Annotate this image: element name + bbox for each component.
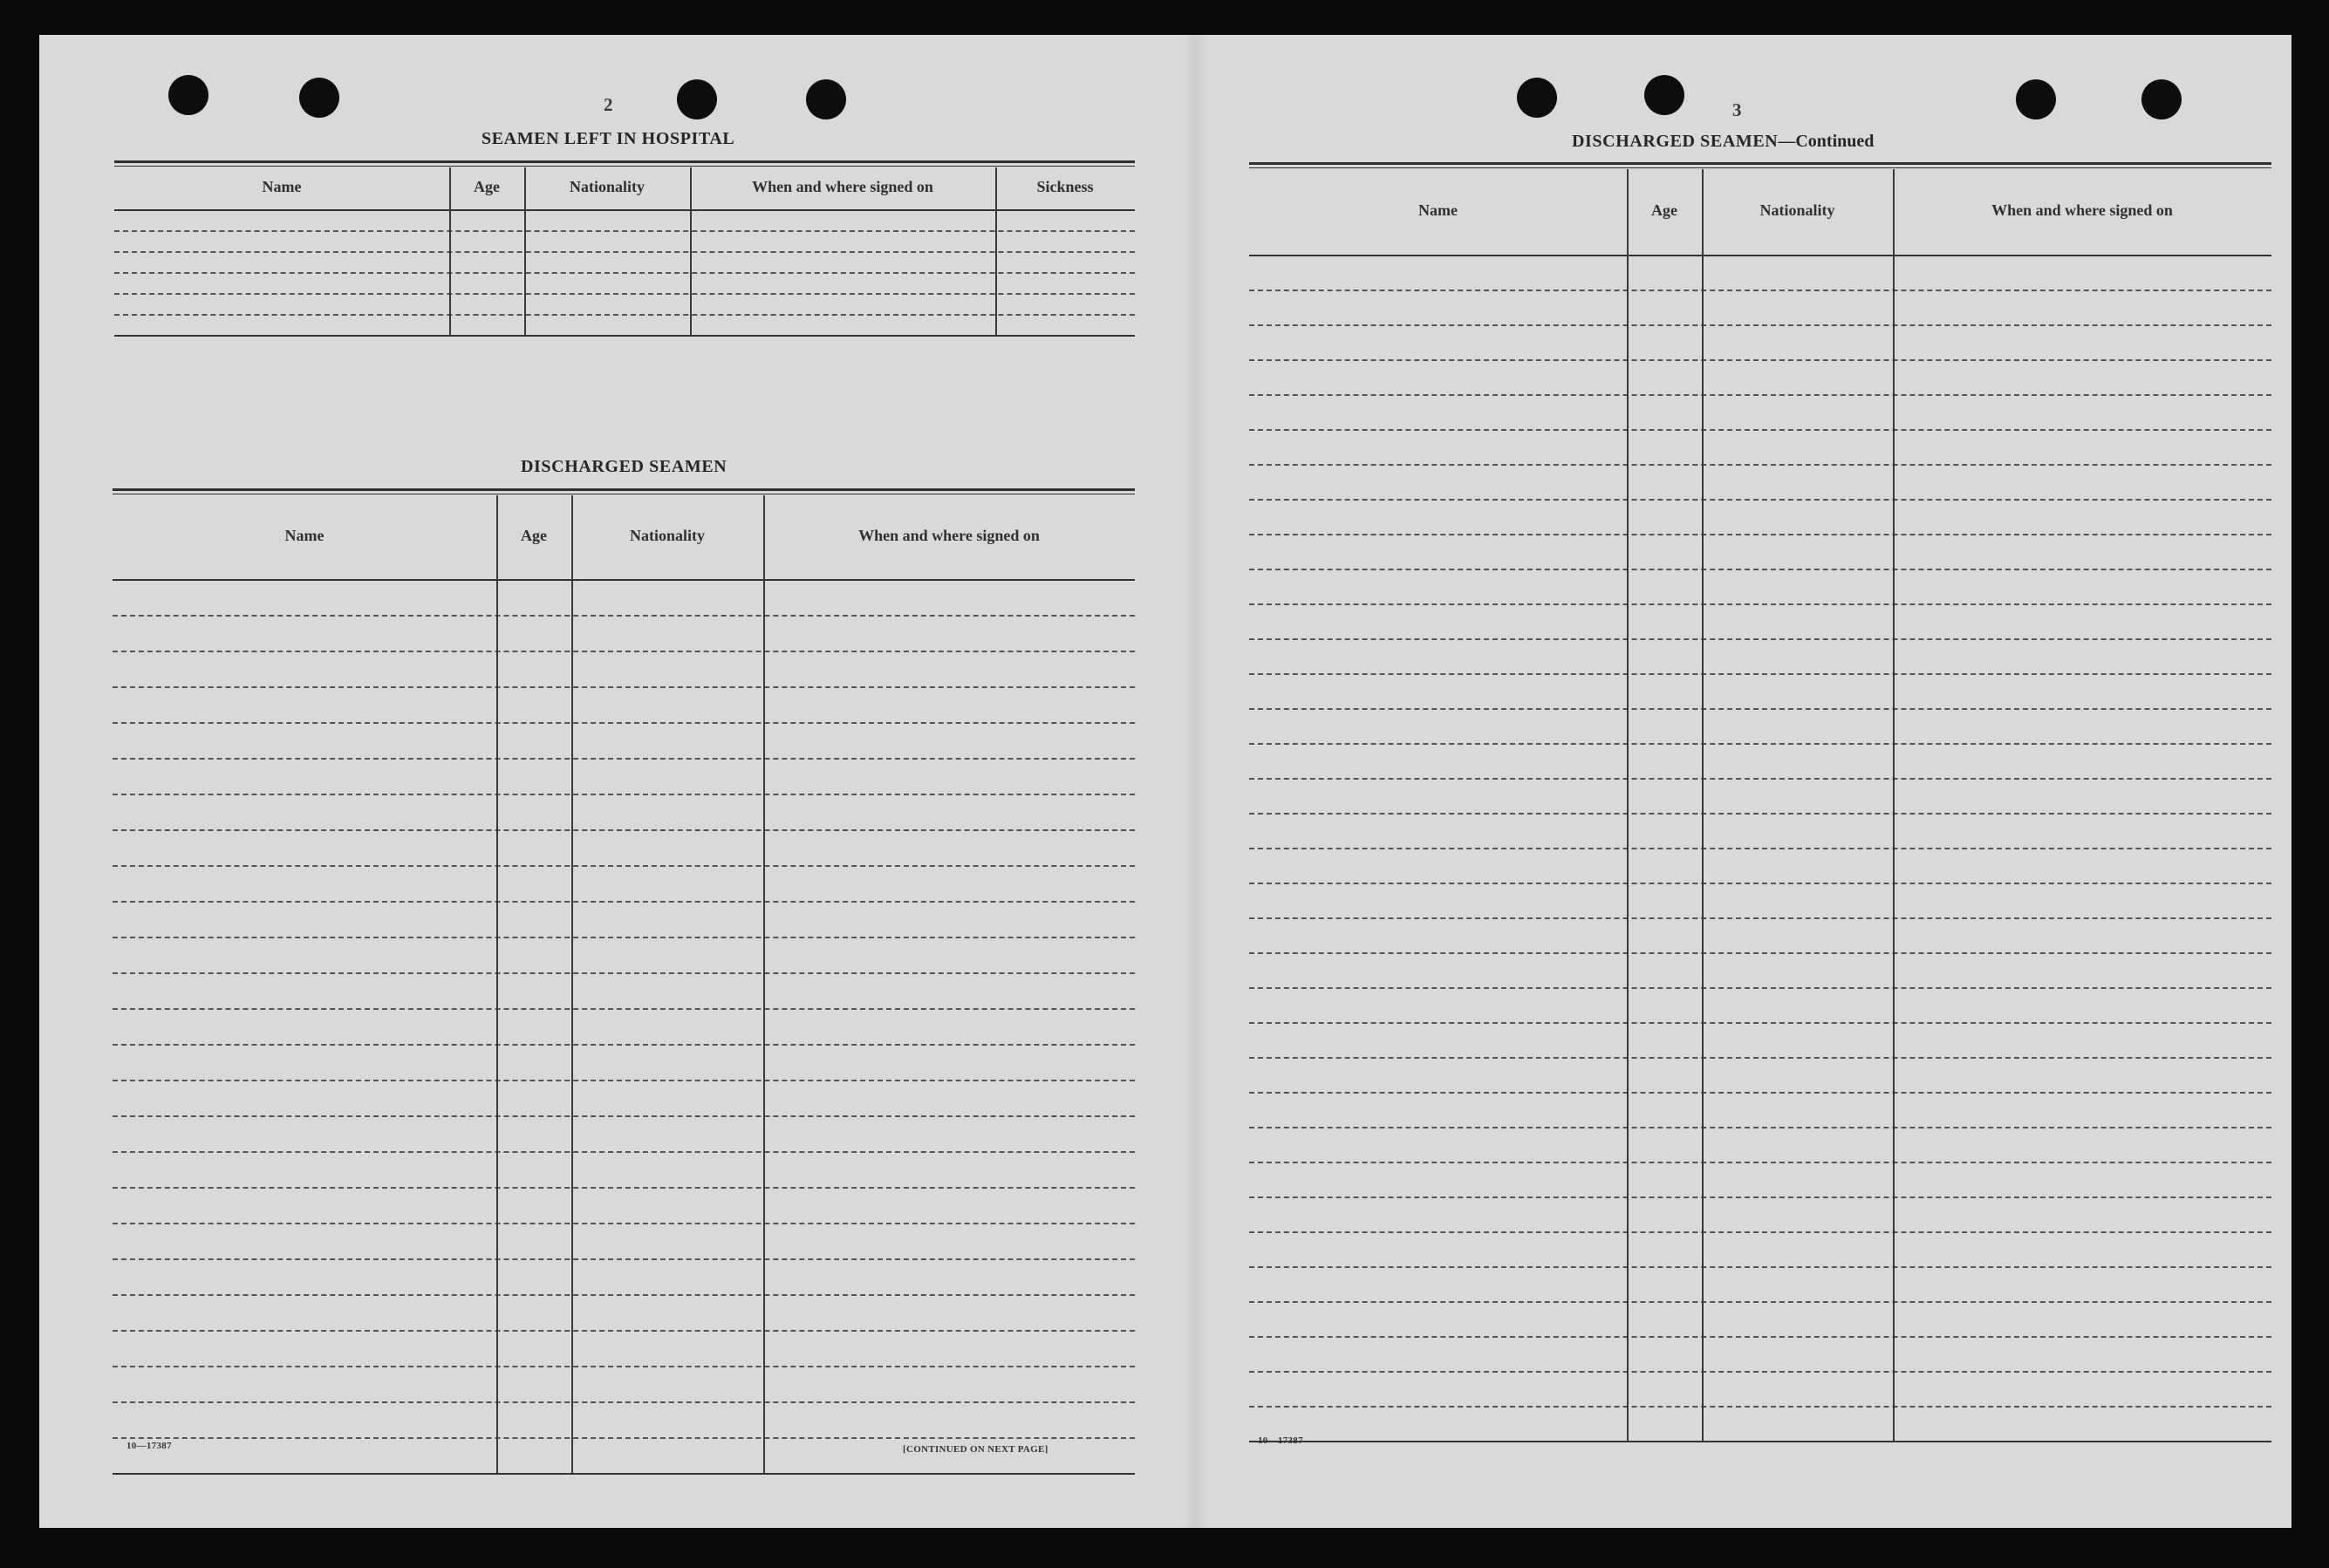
row-dotted-line	[1249, 499, 2271, 501]
column-divider	[1627, 169, 1629, 1441]
row-dotted-line	[1249, 673, 2271, 675]
row-dotted-line	[1249, 638, 2271, 640]
row-dotted-line	[1249, 987, 2271, 989]
row-dotted-line	[1249, 1231, 2271, 1233]
column-header: Name	[262, 178, 302, 195]
row-dotted-line	[1249, 359, 2271, 361]
row-dotted-line	[1249, 743, 2271, 745]
column-header: When and where signed on	[752, 178, 933, 195]
column-header: When and where signed on	[858, 527, 1040, 544]
row-dotted-line	[1249, 569, 2271, 570]
column-header: Age	[474, 178, 500, 195]
row-dotted-line	[1249, 917, 2271, 919]
column-divider	[1893, 169, 1895, 1441]
row-dotted-line	[1249, 778, 2271, 780]
table-top-rule	[1249, 162, 2271, 165]
column-header: Nationality	[569, 178, 645, 195]
row-dotted-line	[1249, 1127, 2271, 1128]
row-dotted-line	[1249, 603, 2271, 605]
column-header: Nationality	[629, 527, 705, 544]
row-dotted-line	[1249, 708, 2271, 710]
column-header: Age	[1651, 201, 1677, 219]
title-text: DISCHARGED SEAMEN	[1572, 132, 1779, 151]
row-dotted-line	[1249, 1301, 2271, 1303]
row-dotted-line	[1249, 1057, 2271, 1059]
form-number: 10—17387	[1258, 1435, 1303, 1446]
row-dotted-line	[1249, 848, 2271, 849]
row-dotted-line	[1249, 1162, 2271, 1163]
column-header: Age	[521, 527, 547, 544]
column-header: Name	[1418, 201, 1458, 219]
page-number: 2	[604, 94, 613, 115]
row-dotted-line	[1249, 394, 2271, 396]
row-dotted-line	[1249, 1022, 2271, 1024]
row-dotted-line	[1249, 429, 2271, 431]
discharged-title: DISCHARGED SEAMEN	[521, 457, 727, 476]
row-dotted-line	[1249, 1371, 2271, 1373]
column-header: Name	[284, 527, 324, 544]
right-page	[39, 35, 2291, 1528]
form-sheet	[39, 35, 2291, 1528]
row-dotted-line	[1249, 813, 2271, 815]
row-dotted-line	[1249, 290, 2271, 291]
row-dotted-line	[1249, 324, 2271, 326]
row-dotted-line	[1249, 1092, 2271, 1094]
form-number: 10—17387	[126, 1441, 172, 1451]
header-underline	[1249, 255, 2271, 256]
row-dotted-line	[1249, 952, 2271, 954]
column-header: Sickness	[1036, 178, 1094, 195]
discharged-continued-title	[1572, 132, 1874, 152]
row-dotted-line	[1249, 464, 2271, 466]
row-dotted-line	[1249, 1196, 2271, 1198]
row-dotted-line	[1249, 1336, 2271, 1338]
row-dotted-line	[1249, 534, 2271, 535]
row-dotted-line	[1249, 1266, 2271, 1268]
table-top-rule	[1249, 167, 2271, 168]
page-number: 3	[1732, 99, 1742, 120]
column-header: Nationality	[1759, 201, 1835, 219]
row-dotted-line	[1249, 1406, 2271, 1408]
continued-note: [CONTINUED ON NEXT PAGE]	[903, 1444, 1048, 1455]
column-divider	[1702, 169, 1704, 1441]
row-dotted-line	[1249, 883, 2271, 884]
hospital-title: SEAMEN LEFT IN HOSPITAL	[482, 129, 735, 148]
title-suffix: —Continued	[1778, 132, 1875, 151]
discharged-continued-table	[1249, 162, 2271, 1470]
table-bottom-rule	[1249, 1441, 2271, 1442]
column-header: When and where signed on	[1991, 201, 2173, 219]
